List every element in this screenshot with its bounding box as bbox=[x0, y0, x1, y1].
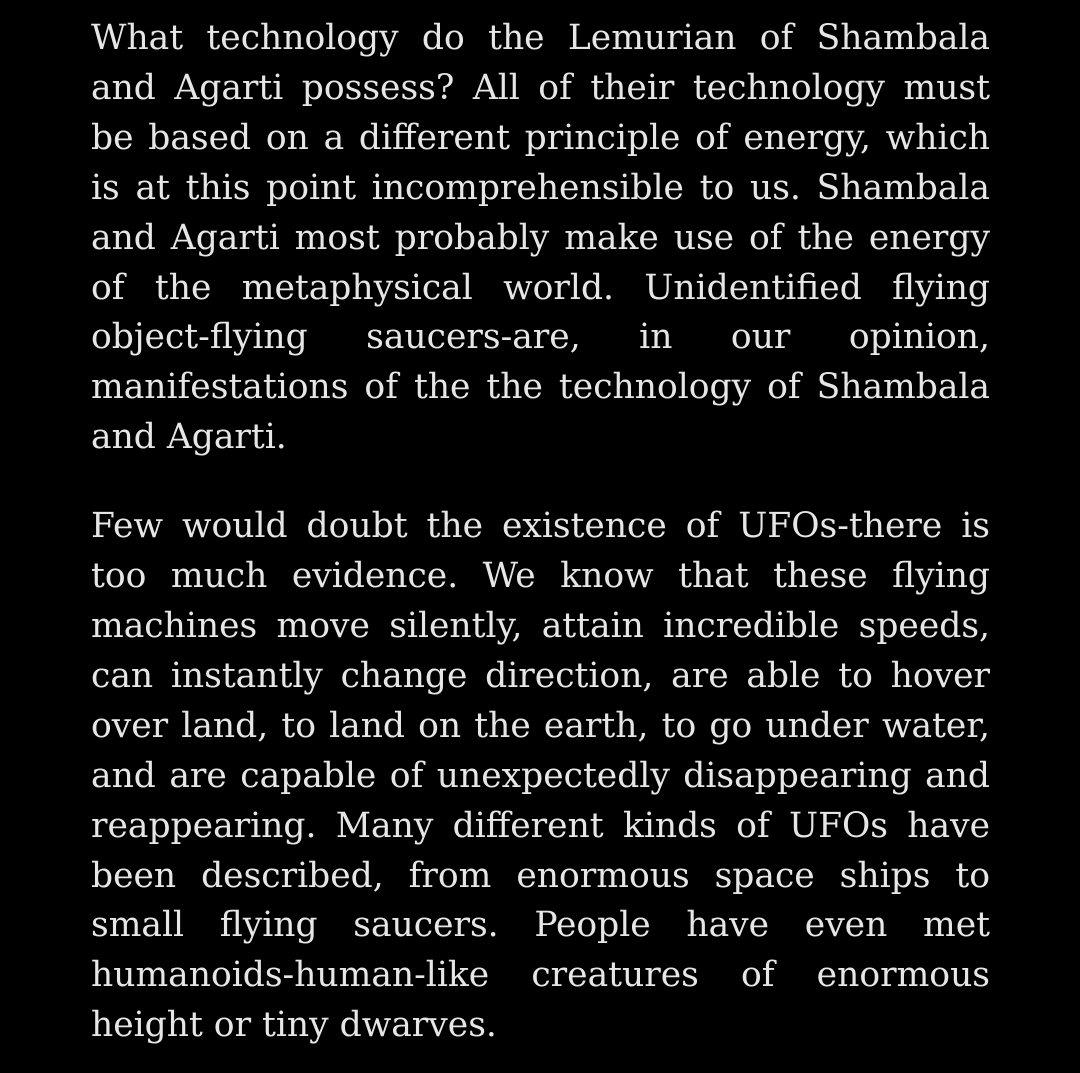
paragraph-1: What technology do the Lemurian of Shambala and Agarti possess? All of their technology must be based on a different principle of energy, which is at this point incomprehensible to us. Shambala and Agarti most probably make use of the energy of the metaphysical world. Unidentified flying object-flying saucers-are, in our opinion, manifestations of the the technology of Shambala and Agarti. bbox=[91, 18, 990, 458]
paragraph-2: Few would doubt the existence of UFOs-there is too much evidence. We know that these flying machines move silently, attain incredible speeds, can instantly change direction, are able to hover over land, to land on the earth, to go under water, and are capable of unexpectedly disappearing and reappearing. Many different kinds of UFOs have been described, from enormous space ships to small flying saucers. People have even met humanoids-human-like creatures of enormous height or tiny dwarves. bbox=[91, 506, 990, 1046]
